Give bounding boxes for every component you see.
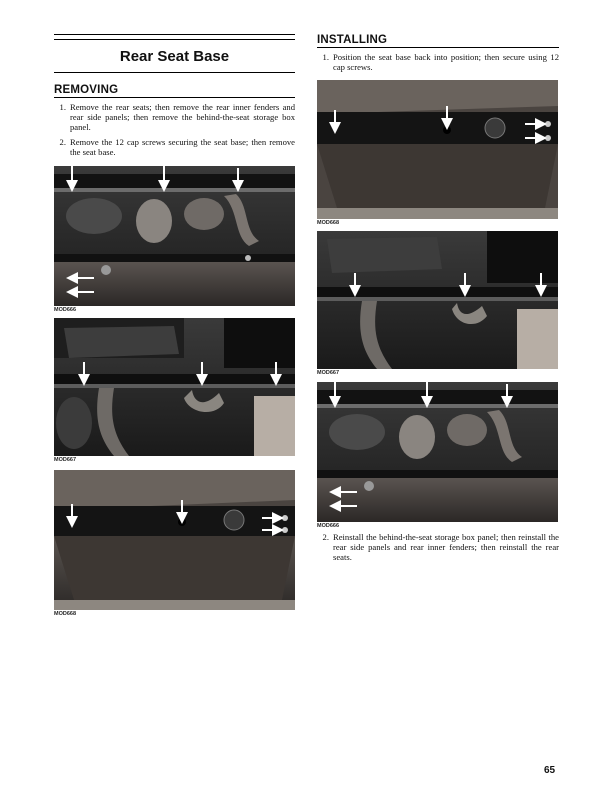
step-number: 2.	[322, 532, 329, 542]
figure-code: MOD666	[317, 523, 340, 529]
page-title: Rear Seat Base	[119, 48, 230, 65]
figure-code: MOD668	[317, 220, 340, 226]
photo-seat-base-frame	[54, 166, 295, 306]
page-number: 65	[544, 765, 556, 776]
figure-code: MOD666	[54, 307, 77, 313]
removing-heading: REMOVING	[54, 84, 295, 98]
figure-code: MOD668	[54, 611, 77, 617]
removing-steps	[54, 102, 295, 157]
installing-step	[317, 52, 559, 72]
step-text: Remove the 12 cap screws securing the seat base; then remove the seat base.	[70, 137, 295, 157]
step-number: 2.	[59, 137, 66, 147]
photo-seat-base-rear	[317, 231, 558, 369]
photo-seat-base-frame	[317, 382, 558, 522]
figure-removing-2	[54, 318, 295, 464]
title-rule-top	[54, 34, 295, 40]
installing-step	[317, 532, 559, 562]
removing-step	[54, 102, 295, 132]
step-text: Reinstall the behind-the-seat storage box panel; then reinstall the rear side panels and rear inner fenders; then reinstall the rear seats.	[333, 532, 559, 562]
figure-installing-2	[317, 231, 558, 377]
left-column	[54, 34, 295, 617]
figure-installing-3	[317, 382, 558, 530]
figure-installing-1	[317, 80, 558, 227]
title-block	[54, 34, 295, 74]
installing-steps-continued	[317, 532, 559, 567]
installing-steps	[317, 52, 559, 72]
title-rule-bottom	[54, 72, 295, 73]
figure-code: MOD667	[54, 457, 77, 463]
figure-code: MOD667	[317, 370, 340, 376]
photo-seat-base-positioned	[317, 80, 558, 219]
figure-removing-3	[54, 470, 295, 618]
photo-seat-base-rear	[54, 318, 295, 456]
installing-heading: INSTALLING	[317, 34, 559, 48]
installing-section	[317, 34, 559, 72]
step-number: 1.	[322, 52, 329, 62]
photo-seat-base-removed	[54, 470, 295, 610]
figure-removing-1	[54, 166, 295, 314]
removing-section	[54, 84, 295, 157]
right-column	[317, 34, 559, 562]
step-number: 1.	[59, 102, 66, 112]
step-text: Remove the rear seats; then remove the rear inner fenders and rear side panels; then remove the behind-the-seat storage box panel.	[70, 102, 295, 132]
removing-step	[54, 137, 295, 157]
step-text: Position the seat base back into position; then secure using 12 cap screws.	[333, 52, 559, 72]
